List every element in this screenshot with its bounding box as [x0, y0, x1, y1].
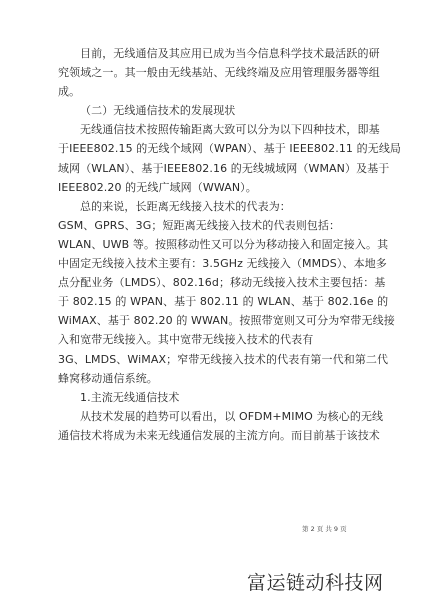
- paragraph-line: GSM、GPRS、3G；短距离无线接入技术的代表则包括：: [58, 218, 341, 232]
- paragraph-line: 域网（WLAN）、基于IEEE802.16 的无线城域网（WMAN）及基于: [58, 161, 390, 175]
- paragraph-line: 点分配业务（LMDS）、802.16d；移动无线接入技术主要包括：基: [58, 276, 386, 290]
- paragraph-line: 于IEEE802.15 的无线个域网（WPAN）、基于 IEEE802.11 的无线局: [58, 142, 402, 156]
- page-number: 第 2 页 共 9 页: [302, 525, 347, 533]
- document-body: [58, 44, 402, 445]
- paragraph-line: 目前，无线通信及其应用已成为当今信息科学技术最活跃的研: [80, 47, 380, 60]
- paragraph-line: WLAN、UWB 等。按照移动性又可以分为移动接入和固定接入。其: [58, 237, 389, 251]
- paragraph-line: 通信技术将成为未来无线通信发展的主流方向。而目前基于该技术: [58, 428, 380, 442]
- subsection-heading: 1.主流无线通信技术: [80, 390, 180, 404]
- paragraph-line: 从技术发展的趋势可以看出，以 OFDM+MIMO 为核心的无线: [80, 409, 384, 423]
- paragraph-line: 3G、LMDS、WiMAX；窄带无线接入技术的代表有第一代和第二代: [58, 352, 389, 366]
- paragraph-line: 无线通信技术按照传输距离大致可以分为以下四种技术，即基: [80, 123, 380, 137]
- paragraph-line: 成。: [58, 85, 81, 99]
- paragraph-line: IEEE802.20 的无线广域网（WWAN）。: [58, 180, 257, 194]
- paragraph-line: 总的来说，长距离无线接入技术的代表为：: [80, 199, 291, 213]
- paragraph-line: 究领域之一。其一般由无线基站、无线终端及应用管理服务器等组: [58, 66, 380, 80]
- paragraph-line: 入和宽带无线接入。其中宽带无线接入技术的代表有: [58, 333, 314, 347]
- site-watermark: 富运链动科技网: [247, 572, 384, 594]
- paragraph-line: WiMAX、基于 802.20 的 WWAN。按照带宽则又可分为窄带无线接: [58, 314, 395, 328]
- paragraph-line: 蜂窝移动通信系统。: [58, 371, 158, 385]
- section-heading: （二）无线通信技术的发展现状: [80, 104, 236, 118]
- paragraph-line: 中固定无线接入技术主要有：3.5GHz 无线接入（MMDS）、本地多: [58, 257, 387, 271]
- paragraph-line: 于 802.15 的 WPAN、基于 802.11 的 WLAN、基于 802.16e 的: [58, 295, 389, 309]
